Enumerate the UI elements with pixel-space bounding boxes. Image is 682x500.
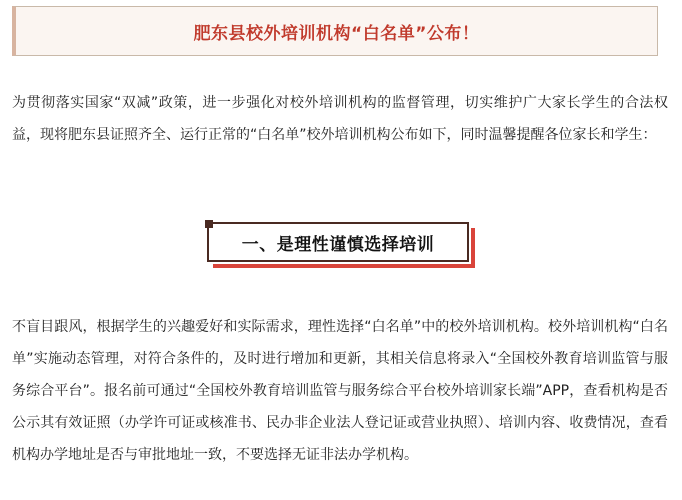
intro-paragraph: 为贯彻落实国家“双减”政策，进一步强化对校外培训机构的监督管理，切实维护广大家长学生的合法权益，现将肥东县证照齐全、运行正常的“白名单”校外培训机构公布如下，同时温馨提醒各位家长和学生： bbox=[12, 95, 668, 143]
section-heading: 一、是理性谨慎选择培训 bbox=[241, 234, 435, 255]
corner-decoration bbox=[205, 220, 213, 228]
section-heading-frame bbox=[207, 222, 469, 262]
section-heading-box bbox=[207, 222, 475, 268]
section-body-paragraph: 不盲目跟风，根据学生的兴趣爱好和实际需求，理性选择“白名单”中的校外培训机构。校外培训机构“白名单”实施动态管理，对符合条件的，及时进行增加和更新，其相关信息将录入“全国校外教育培训监管与服务综合平台”。报名前可通过“全国校外教育培训监管与服务综合平台校外培训家长端”APP，查看机构是否公示其有效证照（办学许可证或核准书、民办非企业法人登记证或营业执照）、培训内容、收费情况，查看机构办学地址是否与审批地址一致，不要选择无证非法办学机构。 bbox=[12, 319, 668, 463]
article-title-banner bbox=[12, 6, 658, 56]
article-title: 肥东县校外培训机构“白名单”公布！ bbox=[193, 23, 480, 44]
